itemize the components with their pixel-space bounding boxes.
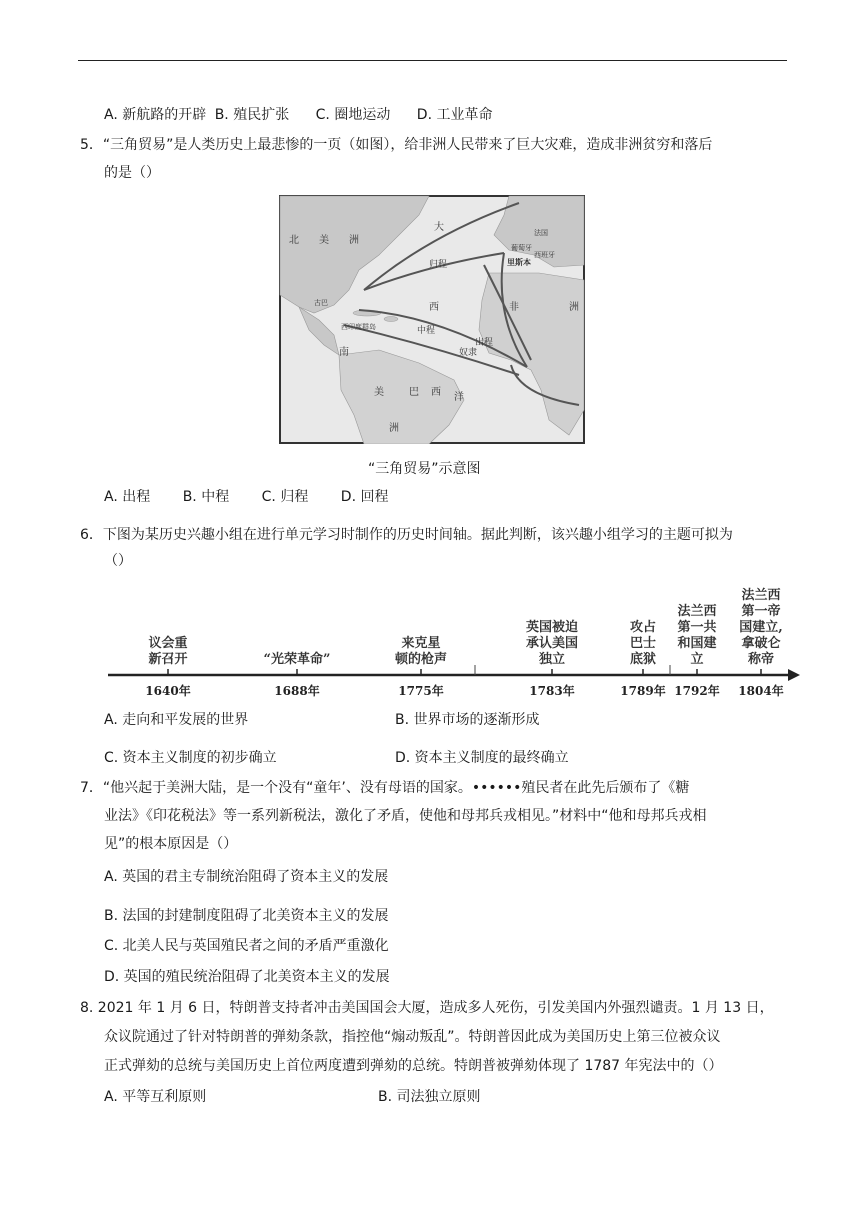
timeline-event-label: 法兰西 bbox=[741, 588, 781, 603]
map-label-north: 北 bbox=[289, 235, 299, 246]
timeline-event-label: 顿的枪声 bbox=[394, 652, 448, 667]
q5-option-d[interactable]: D. 回程 bbox=[340, 489, 389, 505]
q8-question-line1: 8. 2021 年 1 月 6 日，特朗普支持者冲击美国国会大厦，造成多人死伤，引发美国内外强烈谴责。1 月 13 日， bbox=[80, 1000, 774, 1016]
map-label-brazil-2: 西 bbox=[431, 387, 441, 398]
timeline-year: 1688年 bbox=[274, 684, 320, 698]
map-label-brazil-1: 巴 bbox=[409, 387, 419, 398]
q6-option-b[interactable]: B. 世界市场的逐渐形成 bbox=[395, 712, 540, 728]
timeline-event-label: 和国建 bbox=[677, 636, 717, 651]
q8-option-a[interactable]: A. 平等互利原则 bbox=[104, 1089, 207, 1105]
timeline-event-label: 第一共 bbox=[677, 620, 717, 635]
timeline-year: 1775年 bbox=[398, 684, 444, 698]
timeline-year: 1783年 bbox=[529, 684, 575, 698]
q5-question-line2: 的是（） bbox=[104, 165, 160, 181]
map-label-da: 大 bbox=[434, 222, 444, 233]
timeline-event-label: 独立 bbox=[538, 652, 566, 667]
map-label-west-indies: 西印度群岛 bbox=[341, 323, 376, 331]
map-label-middle: 中程 bbox=[417, 326, 436, 336]
q8-question-line3: 正式弹劾的总统与美国历史上首位两度遭到弹劾的总统。特朗普被弹劾体现了 1787 年宪法中的（） bbox=[104, 1058, 723, 1074]
q6-option-c[interactable]: C. 资本主义制度的初步确立 bbox=[104, 750, 277, 766]
q6-question-line2: （） bbox=[104, 553, 132, 569]
timeline-event-label: 法兰西 bbox=[677, 604, 717, 619]
q5-options bbox=[104, 487, 388, 507]
map-label-sa-america: 美 bbox=[374, 387, 384, 398]
header-rule bbox=[78, 60, 787, 61]
q7-option-d[interactable]: D. 英国的殖民统治阻碍了北美资本主义的发展 bbox=[104, 969, 390, 985]
triangle-trade-map bbox=[279, 195, 585, 444]
timeline-event-label: 来克星 bbox=[401, 636, 441, 651]
q4-option-b[interactable]: B. 殖民扩张 bbox=[214, 107, 290, 123]
timeline-event-label: 第一帝 bbox=[741, 604, 781, 619]
timeline-event-label: 承认美国 bbox=[525, 636, 579, 651]
map-label-spain: 西班牙 bbox=[534, 251, 555, 259]
timeline-year: 1792年 bbox=[674, 684, 720, 698]
q5-option-c[interactable]: C. 归程 bbox=[261, 489, 309, 505]
map-label-xi: 西 bbox=[429, 302, 439, 313]
timeline-arrow bbox=[788, 669, 800, 681]
timeline-event-label: 英国被迫 bbox=[525, 620, 579, 635]
map-label-slave: 奴隶 bbox=[459, 348, 478, 358]
q8-question-line2: 众议院通过了针对特朗普的弹劾条款，指控他“煽动叛乱”。特朗普因此成为美国历史上第三位被众议 bbox=[104, 1029, 721, 1045]
q8-option-b[interactable]: B. 司法独立原则 bbox=[378, 1089, 481, 1105]
timeline-event-label: 国建立, bbox=[739, 620, 783, 635]
map-label-africa-2: 洲 bbox=[569, 302, 579, 313]
timeline-year: 1804年 bbox=[738, 684, 784, 698]
timeline-event-label: 称帝 bbox=[747, 652, 775, 667]
map-label-america: 美 bbox=[319, 235, 329, 246]
q6-option-a[interactable]: A. 走向和平发展的世界 bbox=[104, 712, 249, 728]
q7-option-b[interactable]: B. 法国的封建制度阻碍了北美资本主义的发展 bbox=[104, 908, 389, 924]
timeline-event-label: “光荣革命” bbox=[263, 652, 331, 667]
map-label-lisbon: 里斯本 bbox=[507, 258, 531, 267]
map-label-sa-continent: 洲 bbox=[389, 423, 399, 434]
map-label-yang: 洋 bbox=[454, 392, 464, 403]
q7-question-line3: 见”的根本原因是（） bbox=[104, 836, 238, 852]
q4-options bbox=[104, 105, 492, 125]
history-timeline bbox=[100, 575, 805, 705]
map-label-return: 归程 bbox=[429, 260, 448, 270]
q5-question-line1: 5．“三角贸易”是人类历史上最悲惨的一页（如图），给非洲人民带来了巨大灾难，造成非洲贫穷和落后 bbox=[80, 137, 713, 153]
q4-option-d[interactable]: D. 工业革命 bbox=[416, 107, 493, 123]
map-caption: “三角贸易”示意图 bbox=[368, 461, 481, 477]
timeline-event-label: 拿破仑 bbox=[741, 636, 781, 651]
map-label-portugal: 葡萄牙 bbox=[511, 244, 532, 252]
timeline-event-label: 底狱 bbox=[629, 652, 657, 667]
map-label-south: 南 bbox=[339, 347, 349, 358]
map-label-continent: 洲 bbox=[349, 235, 359, 246]
q4-option-a[interactable]: A. 新航路的开辟 bbox=[104, 107, 207, 123]
timeline-event-label: 巴士 bbox=[629, 636, 657, 651]
map-label-france: 法国 bbox=[534, 229, 548, 237]
timeline-year: 1640年 bbox=[145, 684, 191, 698]
q5-option-b[interactable]: B. 中程 bbox=[182, 489, 230, 505]
timeline-event-label: 攻占 bbox=[629, 620, 657, 635]
timeline-event-label: 新召开 bbox=[148, 652, 188, 667]
timeline-year: 1789年 bbox=[620, 684, 666, 698]
q5-option-a[interactable]: A. 出程 bbox=[104, 489, 151, 505]
timeline-event-label: 立 bbox=[690, 652, 704, 667]
q7-option-a[interactable]: A. 英国的君主专制统治阻碍了资本主义的发展 bbox=[104, 869, 389, 885]
q6-option-d[interactable]: D. 资本主义制度的最终确立 bbox=[395, 750, 569, 766]
q6-question-line1: 6．下图为某历史兴趣小组在进行单元学习时制作的历史时间轴。据此判断，该兴趣小组学习的主题可拟为 bbox=[80, 527, 733, 543]
map-label-cuba: 古巴 bbox=[314, 299, 328, 307]
q7-question-line2: 业法》《印花税法》等一系列新税法，激化了矛盾，使他和母邦兵戎相见。”材料中“他和母邦兵戎相 bbox=[104, 808, 707, 824]
map-label-africa-1: 非 bbox=[509, 302, 519, 313]
map-label-outbound: 出程 bbox=[475, 338, 494, 348]
q7-question-line1: 7．“他兴起于美洲大陆，是一个没有“童年’、没有母语的国家。••••••殖民者在此先后颁布了《糖 bbox=[80, 780, 690, 796]
q7-option-c[interactable]: C. 北美人民与英国殖民者之间的矛盾严重激化 bbox=[104, 938, 389, 954]
timeline-event-label: 议会重 bbox=[148, 636, 188, 651]
q4-option-c[interactable]: C. 圈地运动 bbox=[315, 107, 391, 123]
